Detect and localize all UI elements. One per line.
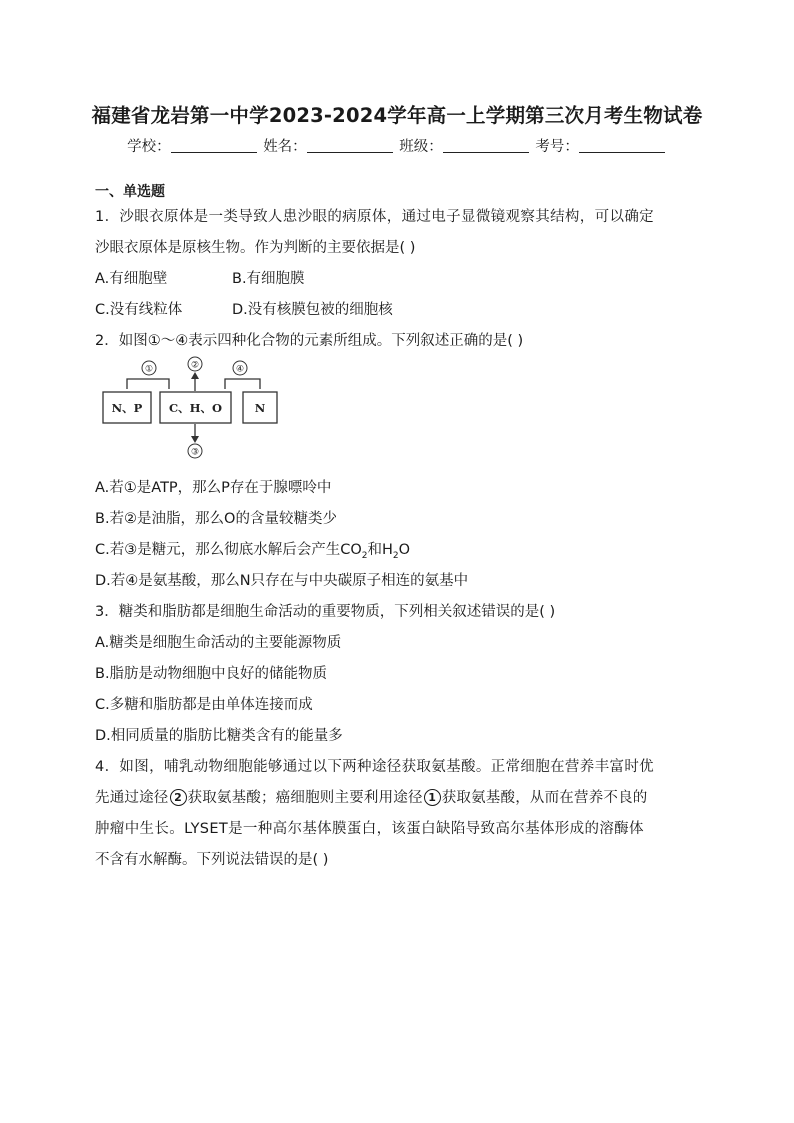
compound-element-diagram [100,355,285,460]
q4-stem-line1: 4．如图，哺乳动物细胞能够通过以下两种途径获取氨基酸。正常细胞在营养丰富时优 [95,759,655,775]
q1-option-c: C.没有线粒体 [95,302,183,318]
q1-option-d: D.没有核膜包被的细胞核 [232,302,393,318]
q2-option-d: D.若④是氨基酸，那么N只存在与中央碳原子相连的氨基中 [95,573,469,589]
q2-option-b: B.若②是油脂，那么O的含量较糖类少 [95,511,337,527]
route-2-marker: 2 [170,789,187,806]
q3-option-c: C.多糖和脂肪都是由单体连接而成 [95,697,313,713]
q4-stem-line3: 肿瘤中生长。LYSET是一种高尔基体膜蛋白，该蛋白缺陷导致高尔基体形成的溶酶体 [95,821,644,837]
marker-2: ② [190,360,200,371]
q1-stem-line2: 沙眼衣原体是原核生物。作为判断的主要依据是( ) [95,240,416,256]
arrow-3-head [191,436,199,443]
q3-option-b: B.脂肪是动物细胞中良好的储能物质 [95,666,328,682]
student-info-line [0,135,794,156]
school-label: 学校： [127,139,171,155]
exam-number-label: 考号： [535,139,579,155]
box-left-label: N、P [111,401,143,415]
q4-stem-line2: 先通过途径 2 获取氨基酸；癌细胞则主要利用途径 1 获取氨基酸，从而在营养不良的 [95,790,648,806]
bracket-4 [225,379,260,389]
marker-4: ④ [235,364,245,375]
marker-3: ③ [190,447,200,458]
name-blank[interactable] [307,138,393,153]
q2-option-a: A.若①是ATP，那么P存在于腺嘌呤中 [95,480,332,496]
bracket-1 [127,379,169,389]
q2-option-c: C.若③是糖元，那么彻底水解后会产生$CO_2$和$H_2O$ [95,542,411,561]
school-blank[interactable] [171,138,257,153]
class-label: 班级： [399,139,443,155]
box-middle-label: C、H、O [168,401,223,415]
q1-option-b: B.有细胞膜 [232,271,305,287]
route-1-marker: 1 [424,789,441,806]
q3-option-a: A.糖类是细胞生命活动的主要能源物质 [95,635,342,651]
q3-stem: 3．糖类和脂肪都是细胞生命活动的重要物质，下列相关叙述错误的是( ) [95,604,556,620]
q2-stem: 2．如图①～④表示四种化合物的元素所组成。下列叙述正确的是( ) [95,333,524,349]
arrow-2-head [191,372,199,379]
section-heading: 一、单选题 [95,184,165,200]
marker-1: ① [144,364,154,375]
exam-number-blank[interactable] [579,138,665,153]
page-title: 福建省龙岩第一中学2023-2024学年高一上学期第三次月考生物试卷 [91,104,703,127]
name-label: 姓名： [263,139,307,155]
q1-stem-line1: 1．沙眼衣原体是一类导致人患沙眼的病原体，通过电子显微镜观察其结构，可以确定 [95,209,655,225]
q1-option-a: A.有细胞壁 [95,271,168,287]
q3-option-d: D.相同质量的脂肪比糖类含有的能量多 [95,728,343,744]
class-blank[interactable] [443,138,529,153]
box-right-label: N [254,401,266,415]
q4-stem-line4: 不含有水解酶。下列说法错误的是( ) [95,852,329,868]
